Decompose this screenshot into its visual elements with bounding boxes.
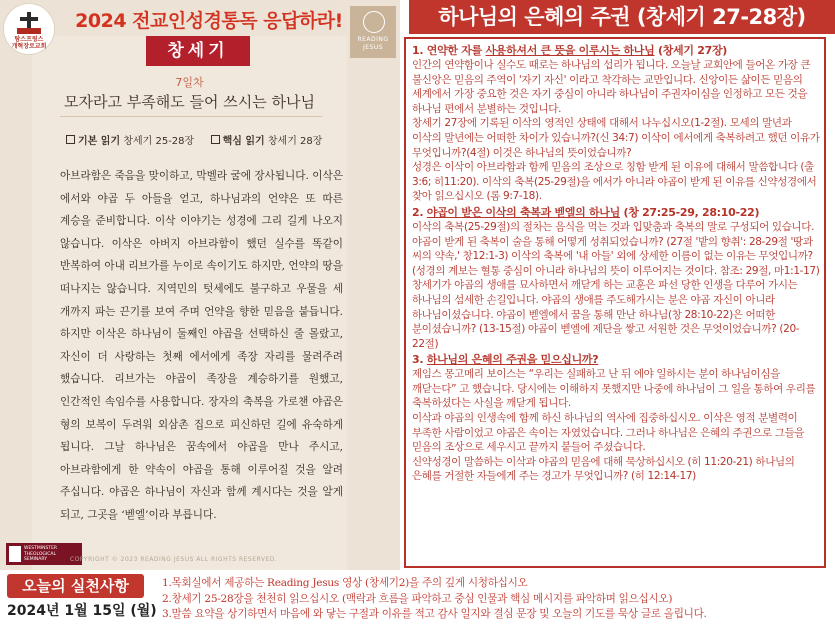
- section-paragraph: 창세기 27장에 기록된 이삭의 영적인 상태에 대해서 나누십시오(1-2절). 모세의 말년과 이삭의 말년에는 어떠한 차이가 있습니까?(신 34:7) 이삭이 에서에게 축복하려고 했던 이유가 무엇입니까?(4절) 이것은 하나님의 뜻이었습니까?: [412, 117, 820, 159]
- core-reading-label: 핵심 읽기: [222, 136, 265, 147]
- main-title: 2024 전교인성경통독 응답하라!: [75, 10, 343, 32]
- book-banner: 창세기: [146, 36, 250, 66]
- section-paragraph: 창세기가 야곱의 생애를 묘사하면서 깨닫게 하는 교훈은 파선 당한 인생을 다루어 가시는 하나님의 섬세한 손길입니다. 야곱의 생애를 주도해가시는 분은 야곱 자신이 아니라 하나님이셨습니다. 야곱이 벧엘에서 꿈을 통해 만난 하나님(창 28:10-22)은 어떠한 분이셨습니까? (13-15절) 야곱이 벧엘에 제단을 쌓고 서원한 것은 무엇이었습니까? (20-22절): [412, 279, 800, 350]
- section-paragraph: 신약성경이 말씀하는 이삭과 야곱의 믿음에 대해 묵상하십시오 (히 11:20-21) 하나님의 은혜를 거절한 자들에게 주는 경고가 무엇입니까? (히 12:14-17): [412, 455, 795, 483]
- church-name: 탐스프링스 개혁장로교회: [11, 36, 47, 50]
- practice-item: 3.말씀 요약을 상기하면서 마음에 와 닿는 구절과 이유를 적고 감사 일지와 결심 문장 및 오늘의 기도를 묵상 글로 올립니다.: [162, 608, 707, 620]
- day-label: 7일차: [175, 76, 204, 89]
- basic-reading-label: 기본 읽기: [78, 136, 121, 147]
- divider: [60, 116, 322, 117]
- day-title: 모자라고 부족해도 들어 쓰시는 하나님: [64, 93, 315, 111]
- shield-icon: [9, 546, 21, 562]
- section-paragraph: 이삭의 축복(25-29절)의 절차는 음식을 먹는 것과 입맞춤과 축복의 말로 구성되어 있습니다. 야곱이 받게 된 축복이 술을 통해 어떻게 성취되었습니까? (27절 '밭의 향취': 28-29절 '땅과 씨의 약속,' 창12:1-3) 이삭의 축복에 '내 아들' 외에 상세한 이름이 없는 이유는 무엇입니까? (성경의 계보는 혈통 중심이 아니라 하나님의 뜻이 이루어지는 것이다. 참조: 29절, 마1:1-17): [412, 220, 820, 277]
- checkbox-icon: [66, 135, 75, 144]
- church-logo: [4, 4, 54, 54]
- practice-list: [162, 576, 832, 623]
- section-title: 1. 연약한 자를 사용하셔서 큰 뜻을 이루시는 하나님 (창세기 27장): [412, 44, 727, 57]
- reading-plan-panel: [0, 0, 400, 570]
- practice-item: 1.목회실에서 제공하는 Reading Jesus 영상 (창세기2)을 주의 깊게 시청하십시오: [162, 577, 528, 589]
- section-paragraph: 제임스 몽고메리 보이스는 “우리는 실패하고 난 뒤 에야 일하시는 분이 하나님이심을 깨닫는다” 고 했습니다. 당시에는 이해하지 못했지만 나중에 하나님이 그 일을 통하여 우리를 축복하셨다는 사실을 깨닫게 됩니다.: [412, 368, 816, 410]
- church-icon: [17, 28, 41, 34]
- checkbox-icon: [211, 135, 220, 144]
- seminary-name: WESTMINSTER THEOLOGICAL SEMINARY: [24, 546, 58, 562]
- section-title: 3. 하나님의 은혜의 주권을 믿으십니까?: [412, 353, 599, 367]
- copyright-notice: COPYRIGHT © 2023 READING JESUS ALL RIGHTS RESERVED.: [70, 556, 278, 563]
- basic-reading-value: 창세기 25-28장: [123, 136, 195, 147]
- reading-jesus-text: READING JESUS: [357, 36, 389, 51]
- reading-jesus-logo: [350, 6, 396, 58]
- devotional-body: 아브라함은 죽음을 맞이하고, 막벨라 굴에 장사됩니다. 이삭은 에서와 야곱 두 아들을 얻고, 하나님과의 언약은 또 따른 계승을 준비합니다. 이삭 이야기는 성경에 그리 길게 나오지 않습니다. 이삭은 아버지 아브라함이 했던 실수를 똑같이 반복하여 아내 리브가를 누이로 속이기도 하지만, 언약의 땅을 떠나지는 않습니다. 지역민의 텃세에도 불구하고 우물을 세 개까지 파는 끈기를 보여 주며 언약을 향한 믿음을 붙듭니다. 하지만 이삭은 하나님이 둘째인 야곱을 선택하신 줄 몰랐고, 자신이 더 사랑하는 첫째 에서에게 족장 자리를 물려주려 했습니다. 리브가는 야곱이 족장을 계승하기를 원했고, 인간적인 속임수를 사용합니다. 장자의 축복을 가로챈 야곱은 형의 보복이 두려워 외삼촌 집으로 피신하던 길에 유숙하게 됩니다. 그날 하나님은 꿈속에서 야곱을 만나 주시고, 아브라함에게 한 약속이 야곱을 통해 이루어질 것을 알려 주십니다. 야곱은 하나님이 자신과 함께 계시다는 것을 알게 되고, 그곳을 ‘벧엘’이라 부릅니다.: [60, 170, 343, 521]
- section-paragraph: 성경은 이삭이 아브라함과 함께 믿음의 조상으로 칭함 받게 된 이유에 대해서 말씀합니다 (출 3:6; 히11:20). 이삭의 축복(25-29절)을 에서가 아니라 야곱이 받게 된 이유를 신약성경에서 찾아 읽으십시오 (롬 9:7-18).: [412, 161, 817, 203]
- section-title: 2. 야곱이 받은 이삭의 축복과 벧엘의 하나님 (창 27:25-29, 28:10-22): [412, 205, 760, 219]
- practice-item: 2.창세기 25-28장을 천천히 읽으십시오 (맥락과 흐름을 파악하고 중심 인물과 핵심 메시지를 파악하며 읽으십시오): [162, 592, 673, 605]
- practice-date: 2024년 1월 15일 (월): [7, 603, 157, 619]
- study-header: 하나님의 은혜의 주권 (창세기 27-28장): [409, 0, 835, 34]
- section-paragraph: 이삭과 야곱의 인생속에 함께 하신 하나님의 역사에 집중하십시오. 이삭은 영적 분별력이 부족한 사람이었고 야곱은 속이는 자였었습니다. 그러나 하나님은 은혜의 주권으로 그들을 믿음의 조상으로 세우시고 끝까지 붙들어 주셨습니다.: [412, 412, 805, 454]
- reading-assignments: [66, 132, 356, 147]
- practice-badge: 오늘의 실천사항: [7, 574, 144, 598]
- reading-jesus-emblem-icon: [363, 11, 385, 33]
- study-guide-box: [404, 37, 826, 568]
- section-paragraph: 인간의 연약함이나 실수도 때로는 하나님의 섭리가 됩니다. 오늘날 교회안에 들어온 가장 큰 불신앙은 믿음의 주역이 '자기 자신' 이라고 착각하는 교만입니다. 신앙이든 삶이든 믿음의 세계에서 가장 중요한 것은 자기 중심이 아니라 하나님이 주권자이심을 인정하고 모든 것을 하나님 편에서 분별하는 것입니다.: [412, 59, 811, 115]
- core-reading-value: 창세기 28장: [267, 136, 323, 147]
